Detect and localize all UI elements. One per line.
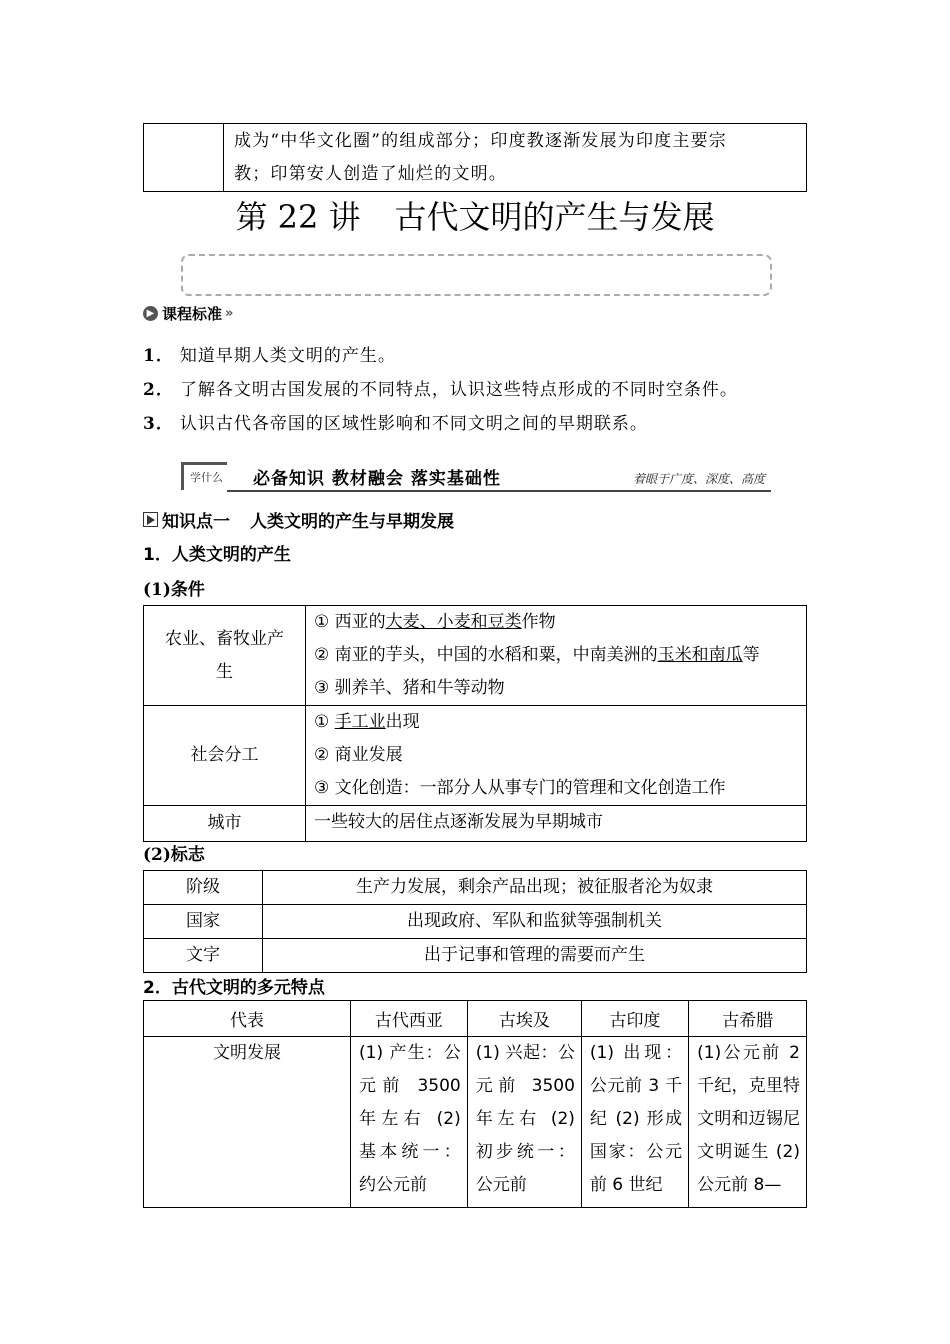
table-row bbox=[144, 1037, 807, 1208]
standard-item: 2． 了解各文明古国发展的不同特点，认识这些特点形成的不同时空条件。 bbox=[143, 380, 738, 400]
standard-item: 3． 认识古代各帝国的区域性影响和不同文明之间的早期联系。 bbox=[143, 414, 648, 434]
lecture-number: 第 22 讲 bbox=[235, 198, 361, 236]
banner-rule bbox=[227, 490, 771, 492]
row-value: ① 手工业出现 ② 商业发展 ③ 文化创造：一部分人从事专门的管理和文化创造工作 bbox=[306, 706, 807, 806]
table-row bbox=[144, 706, 807, 806]
row-value: 出于记事和管理的需要而产生 bbox=[263, 939, 807, 973]
subsection-heading: (1)条件 bbox=[143, 580, 205, 600]
section-heading: 2．古代文明的多元特点 bbox=[143, 978, 325, 998]
column-header: 古埃及 bbox=[467, 1001, 581, 1037]
row-value: 出现政府、军队和监狱等强制机关 bbox=[263, 905, 807, 939]
row-key: 农业、畜牧业产生 bbox=[144, 606, 306, 706]
row-key: 社会分工 bbox=[144, 706, 306, 806]
row-value: 生产力发展，剩余产品出现；被征服者沦为奴隶 bbox=[263, 871, 807, 905]
table-row bbox=[144, 606, 807, 706]
fragment-line: 教；印第安人创造了灿烂的文明。 bbox=[234, 164, 507, 184]
knowledge-point-title: 人类文明的产生与早期发展 bbox=[250, 512, 454, 532]
row-key: 城市 bbox=[144, 806, 306, 842]
table-row bbox=[144, 939, 807, 973]
placeholder-box bbox=[181, 254, 772, 296]
table-header-row bbox=[144, 1001, 807, 1037]
page-title bbox=[0, 192, 950, 238]
xueshenme-logo: 学什么 bbox=[181, 462, 227, 490]
column-header: 古印度 bbox=[581, 1001, 688, 1037]
knowledge-point-heading bbox=[143, 507, 454, 532]
banner-title: 必备知识 教材融会 落实基础性 bbox=[253, 469, 501, 489]
table-row bbox=[144, 905, 807, 939]
column-header: 代表 bbox=[144, 1001, 351, 1037]
fragment-line: 成为“中华文化圈”的组成部分；印度教逐渐发展为印度主要宗 bbox=[234, 131, 727, 151]
play-icon: ▶ bbox=[143, 306, 158, 321]
conditions-table bbox=[143, 605, 807, 842]
row-value: ① 西亚的大麦、小麦和豆类作物 ② 南亚的芋头，中国的水稻和粟，中南美洲的玉米和南瓜等 ③ 驯养羊、猪和牛等动物 bbox=[306, 606, 807, 706]
standard-item: 1． 知道早期人类文明的产生。 bbox=[143, 346, 396, 366]
table-cell: (1) 出现：公元前 3 千纪 (2) 形成国家：公元前 6 世纪 bbox=[581, 1037, 688, 1208]
double-chevron-icon: » bbox=[225, 306, 234, 321]
course-standard-heading bbox=[143, 303, 233, 324]
empty-cell bbox=[144, 124, 224, 192]
signs-table bbox=[143, 870, 807, 973]
row-key: 国家 bbox=[144, 905, 263, 939]
previous-table-fragment bbox=[143, 123, 807, 192]
table-cell: (1) 产生：公元前 3500 年左右 (2) 基本统一：约公元前 bbox=[351, 1037, 468, 1208]
banner-subtitle: 着眼于广度、深度、高度 bbox=[632, 472, 765, 486]
triangle-icon bbox=[143, 512, 158, 527]
diverse-civilizations-table bbox=[143, 1000, 807, 1208]
row-value: 一些较大的居住点逐渐发展为早期城市 bbox=[306, 806, 807, 842]
column-header: 古代西亚 bbox=[351, 1001, 468, 1037]
section-heading: 1．人类文明的产生 bbox=[143, 545, 291, 565]
table-row bbox=[144, 806, 807, 842]
fragment-text-cell bbox=[224, 124, 807, 192]
table-row bbox=[144, 871, 807, 905]
row-key: 文字 bbox=[144, 939, 263, 973]
row-key: 文明发展 bbox=[144, 1037, 351, 1208]
table-cell: (1) 兴起：公元前 3500 年左右 (2) 初步统一：公元前 bbox=[467, 1037, 581, 1208]
course-standard-label: 课程标准 bbox=[162, 305, 223, 323]
knowledge-point-label: 知识点一 bbox=[162, 512, 230, 532]
row-key: 阶级 bbox=[144, 871, 263, 905]
table-cell: (1)公元前 2 千纪，克里特文明和迈锡尼文明诞生 (2)公元前 8— bbox=[689, 1037, 807, 1208]
section-banner bbox=[181, 462, 771, 492]
lecture-title: 古代文明的产生与发展 bbox=[394, 198, 715, 236]
subsection-heading: (2)标志 bbox=[143, 845, 205, 865]
column-header: 古希腊 bbox=[689, 1001, 807, 1037]
